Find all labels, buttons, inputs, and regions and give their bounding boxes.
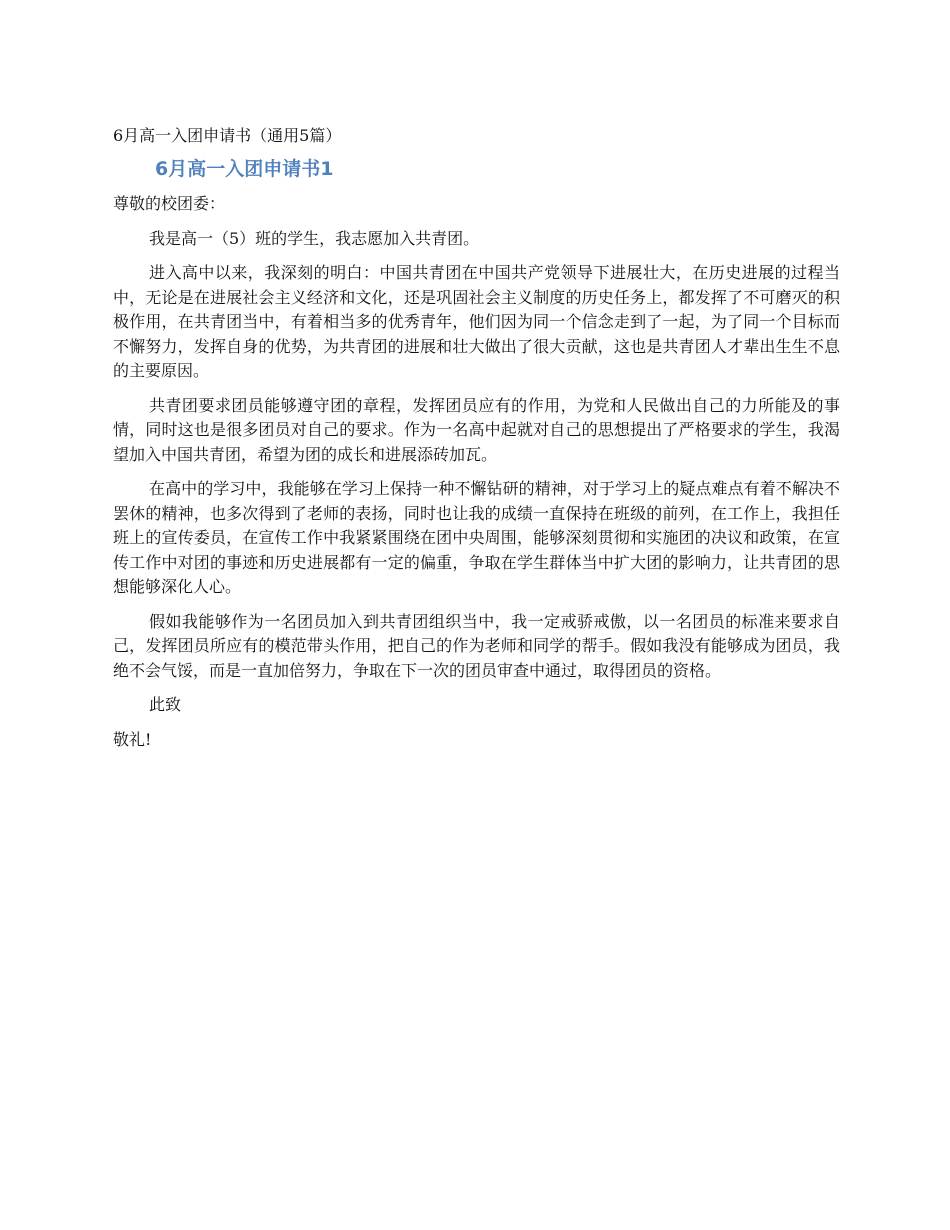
paragraph-1: 进入高中以来，我深刻的明白：中国共青团在中国共产党领导下进展壮大，在历史进展的过程当中，无论是在进展社会主义经济和文化，还是巩固社会主义制度的历史任务上，都发挥了不可磨灭的积极作用，在共青团当中，有着相当多的优秀青年，他们因为同一个信念走到了一起，为了同一个目标而不懈努力，发挥自身的优势，为共青团的进展和壮大做出了很大贡献，这也是共青团人才辈出生生不息的主要原因。 [113,263,840,380]
document-title: 6月高一入团申请书（通用5篇） [113,126,342,145]
document-page [113,124,840,762]
paragraph-intro: 我是高一（5）班的学生，我志愿加入共青团。 [149,228,480,248]
paragraph-4: 假如我能够作为一名团员加入到共青团组织当中，我一定戒骄戒傲，以一名团员的标准来要求自己，发挥团员所应有的模范带头作用，把自己的作为老师和同学的帮手。假如我没有能够成为团员，我绝不会气馁，而是一直加倍努力，争取在下一次的团员审查中通过，取得团员的资格。 [113,611,840,680]
salutation: 尊敬的校团委： [113,194,226,213]
section-heading: 6月高一入团申请书1 [155,158,334,180]
regards: 敬礼! [113,729,152,749]
closing: 此致 [149,695,182,714]
paragraph-3: 在高中的学习中，我能够在学习上保持一种不懈钻研的精神，对于学习上的疑点难点有着不解决不罢休的精神，也多次得到了老师的表扬，同时也让我的成绩一直保持在班级的前列，在工作上，我担任班上的宣传委员，在宣传工作中我紧紧围绕在团中央周围，能够深刻贯彻和实施团的决议和政策，在宣传工作中对团的事迹和历史进展都有一定的偏重，争取在学生群体当中扩大团的影响力，让共青团的思想能够深化人心。 [113,479,840,596]
paragraph-2: 共青团要求团员能够遵守团的章程，发挥团员应有的作用，为党和人民做出自己的力所能及的事情，同时这也是很多团员对自己的要求。作为一名高中起就对自己的思想提出了严格要求的学生，我渴望加入中国共青团，希望为团的成长和进展添砖加瓦。 [113,395,840,464]
